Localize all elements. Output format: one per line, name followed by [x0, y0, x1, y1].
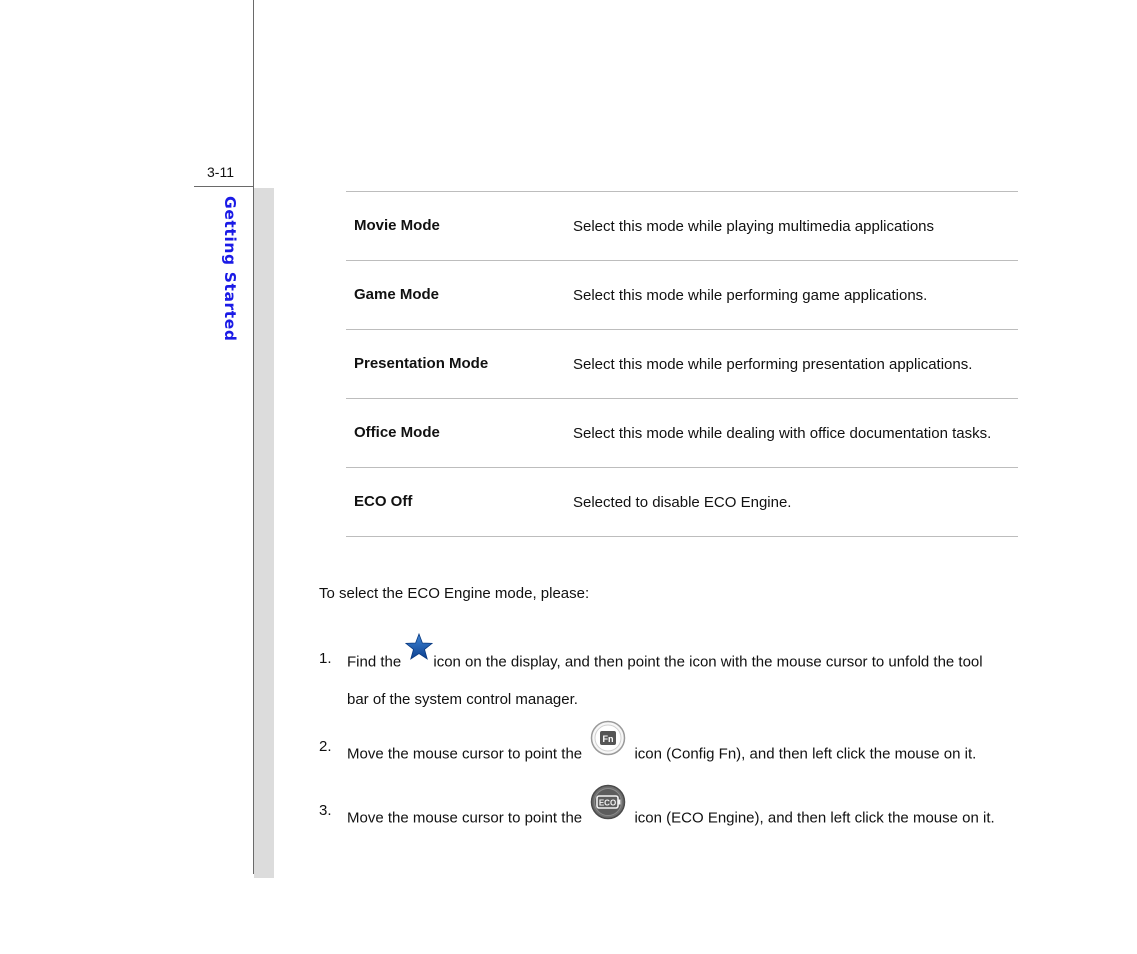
- config-fn-icon-label: Fn: [602, 734, 614, 744]
- margin-gray-bar: [254, 188, 274, 878]
- step-3: [319, 794, 1039, 843]
- step-1: [319, 642, 1039, 717]
- step-text-before: Move the mouse cursor to point the: [347, 745, 583, 763]
- eco-engine-icon: [590, 784, 626, 833]
- mode-description: Select this mode while playing multimedia applications: [573, 192, 1018, 261]
- star-icon: [405, 633, 433, 674]
- instructions-intro: To select the ECO Engine mode, please:: [319, 585, 590, 602]
- mode-name: Game Mode: [346, 261, 573, 330]
- mode-name: ECO Off: [346, 468, 573, 537]
- table-row: [346, 261, 1018, 330]
- config-fn-icon: [590, 720, 626, 769]
- mode-description: Selected to disable ECO Engine.: [573, 468, 1018, 537]
- section-title: Getting Started: [221, 196, 239, 342]
- step-text-after: icon (ECO Engine), and then left click the mouse on it.: [634, 809, 995, 827]
- table-row: [346, 330, 1018, 399]
- mode-description: Select this mode while performing game applications.: [573, 261, 1018, 330]
- eco-engine-icon-label: ECO: [599, 798, 617, 808]
- step-text-after: icon (Config Fn), and then left click the mouse on it.: [634, 745, 977, 763]
- eco-modes-table: [346, 191, 1018, 537]
- step-number: 2.: [319, 738, 332, 755]
- table-row: [346, 399, 1018, 468]
- page-number: 3-11: [207, 164, 234, 180]
- step-text-before: Find the: [347, 653, 402, 671]
- table-row: [346, 468, 1018, 537]
- mode-name: Presentation Mode: [346, 330, 573, 399]
- mode-description: Select this mode while dealing with office documentation tasks.: [573, 399, 1018, 468]
- mode-name: Office Mode: [346, 399, 573, 468]
- page-number-rule: [194, 186, 254, 187]
- step-number: 1.: [319, 650, 332, 667]
- step-text-continuation: bar of the system control manager.: [347, 691, 578, 708]
- mode-description: Select this mode while performing presentation applications.: [573, 330, 1018, 399]
- step-2: [319, 730, 1039, 779]
- step-number: 3.: [319, 802, 332, 819]
- step-text-before: Move the mouse cursor to point the: [347, 809, 583, 827]
- mode-name: Movie Mode: [346, 192, 573, 261]
- table-row: [346, 192, 1018, 261]
- step-text-after: icon on the display, and then point the icon with the mouse cursor to unfold the tool: [433, 653, 983, 671]
